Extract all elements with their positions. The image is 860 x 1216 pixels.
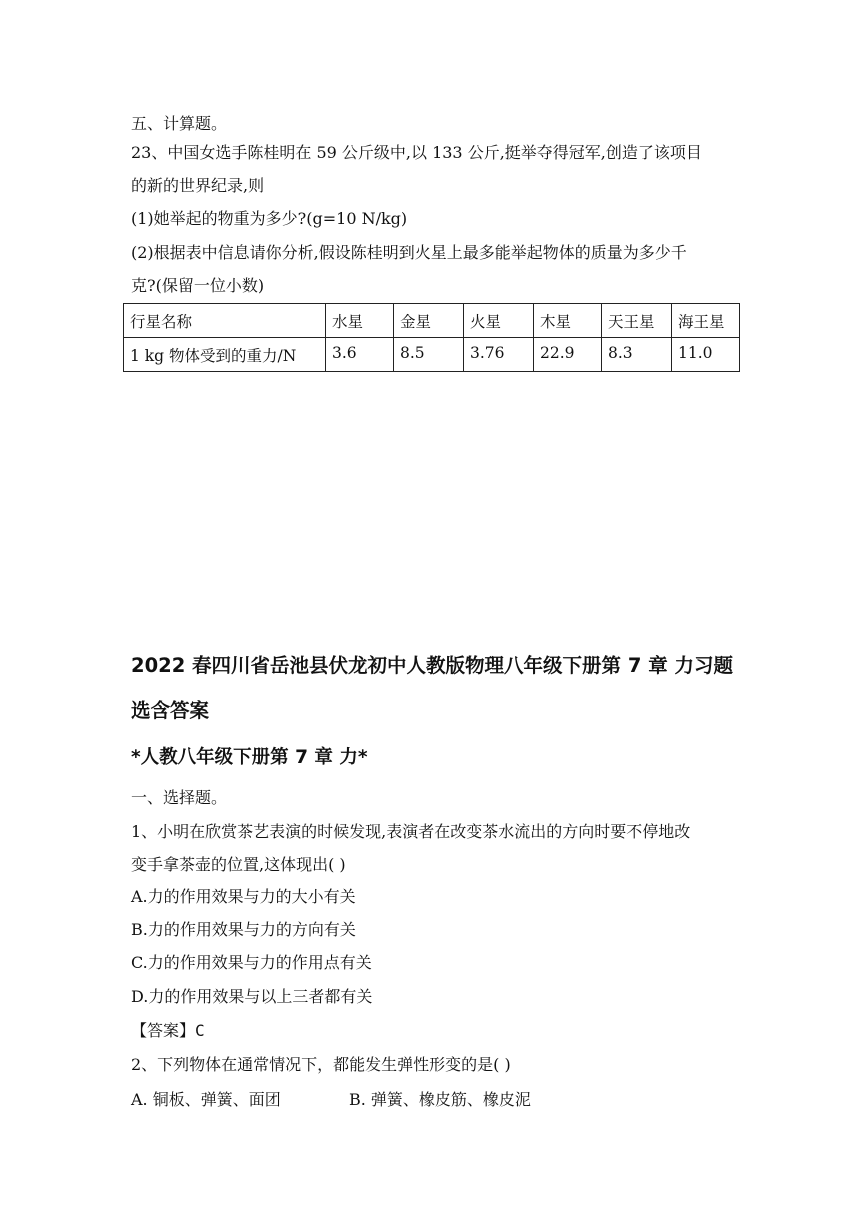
q23-line1: 23、中国女选手陈桂明在 59 公斤级中,以 133 公斤,挺举夺得冠军,创造了该项目 bbox=[131, 143, 702, 162]
table-header-row bbox=[124, 304, 740, 338]
table-cell: 火星 bbox=[464, 304, 534, 338]
q23-line2: 的新的世界纪录,则 bbox=[131, 176, 265, 195]
table-cell: 3.76 bbox=[464, 338, 534, 372]
doc-title-line1: 2022 春四川省岳池县伏龙初中人教版物理八年级下册第 7 章 力习题 bbox=[131, 654, 733, 677]
table-cell: 行星名称 bbox=[124, 304, 326, 338]
q23-part2-line1: (2)根据表中信息请你分析,假设陈桂明到火星上最多能举起物体的质量为多少千 bbox=[131, 243, 687, 262]
section1-heading: 一、选择题。 bbox=[131, 788, 228, 807]
q23-part2-line2: 克?(保留一位小数) bbox=[131, 276, 265, 295]
q2-option-b: B. 弹簧、橡皮筋、橡皮泥 bbox=[349, 1090, 531, 1109]
table-cell: 3.6 bbox=[326, 338, 394, 372]
q1-option-a: A.力的作用效果与力的大小有关 bbox=[131, 887, 356, 906]
q1-option-d: D.力的作用效果与以上三者都有关 bbox=[131, 987, 373, 1006]
doc-subtitle: *人教八年级下册第 7 章 力* bbox=[131, 747, 368, 768]
q1-answer bbox=[131, 1021, 205, 1041]
table-cell: 8.5 bbox=[394, 338, 464, 372]
q1-line2: 变手拿茶壶的位置,这体现出( ) bbox=[131, 855, 346, 874]
answer-value: C bbox=[195, 1021, 205, 1040]
table-cell: 水星 bbox=[326, 304, 394, 338]
table-cell: 22.9 bbox=[534, 338, 602, 372]
table-cell: 木星 bbox=[534, 304, 602, 338]
answer-label: 【答案】 bbox=[131, 1021, 196, 1040]
q2-option-a: A. 铜板、弹簧、面团 bbox=[131, 1090, 281, 1109]
table-cell: 11.0 bbox=[672, 338, 740, 372]
q1-option-b: B.力的作用效果与力的方向有关 bbox=[131, 920, 356, 939]
q1-line1: 1、小明在欣赏茶艺表演的时候发现,表演者在改变茶水流出的方向时要不停地改 bbox=[131, 822, 691, 841]
q23-part1: (1)她举起的物重为多少?(g=10 N/kg) bbox=[131, 209, 408, 228]
q1-option-c: C.力的作用效果与力的作用点有关 bbox=[131, 953, 372, 972]
doc-title-line2: 选含答案 bbox=[131, 699, 210, 722]
table-cell: 8.3 bbox=[602, 338, 672, 372]
table-cell: 天王星 bbox=[602, 304, 672, 338]
planet-gravity-table bbox=[123, 303, 740, 372]
table-row bbox=[124, 338, 740, 372]
table-cell: 海王星 bbox=[672, 304, 740, 338]
section5-heading: 五、计算题。 bbox=[131, 114, 228, 133]
table-cell: 金星 bbox=[394, 304, 464, 338]
table-cell: 1 kg 物体受到的重力/N bbox=[124, 338, 326, 372]
q2-stem: 2、下列物体在通常情况下，都能发生弹性形变的是( ) bbox=[131, 1055, 511, 1074]
